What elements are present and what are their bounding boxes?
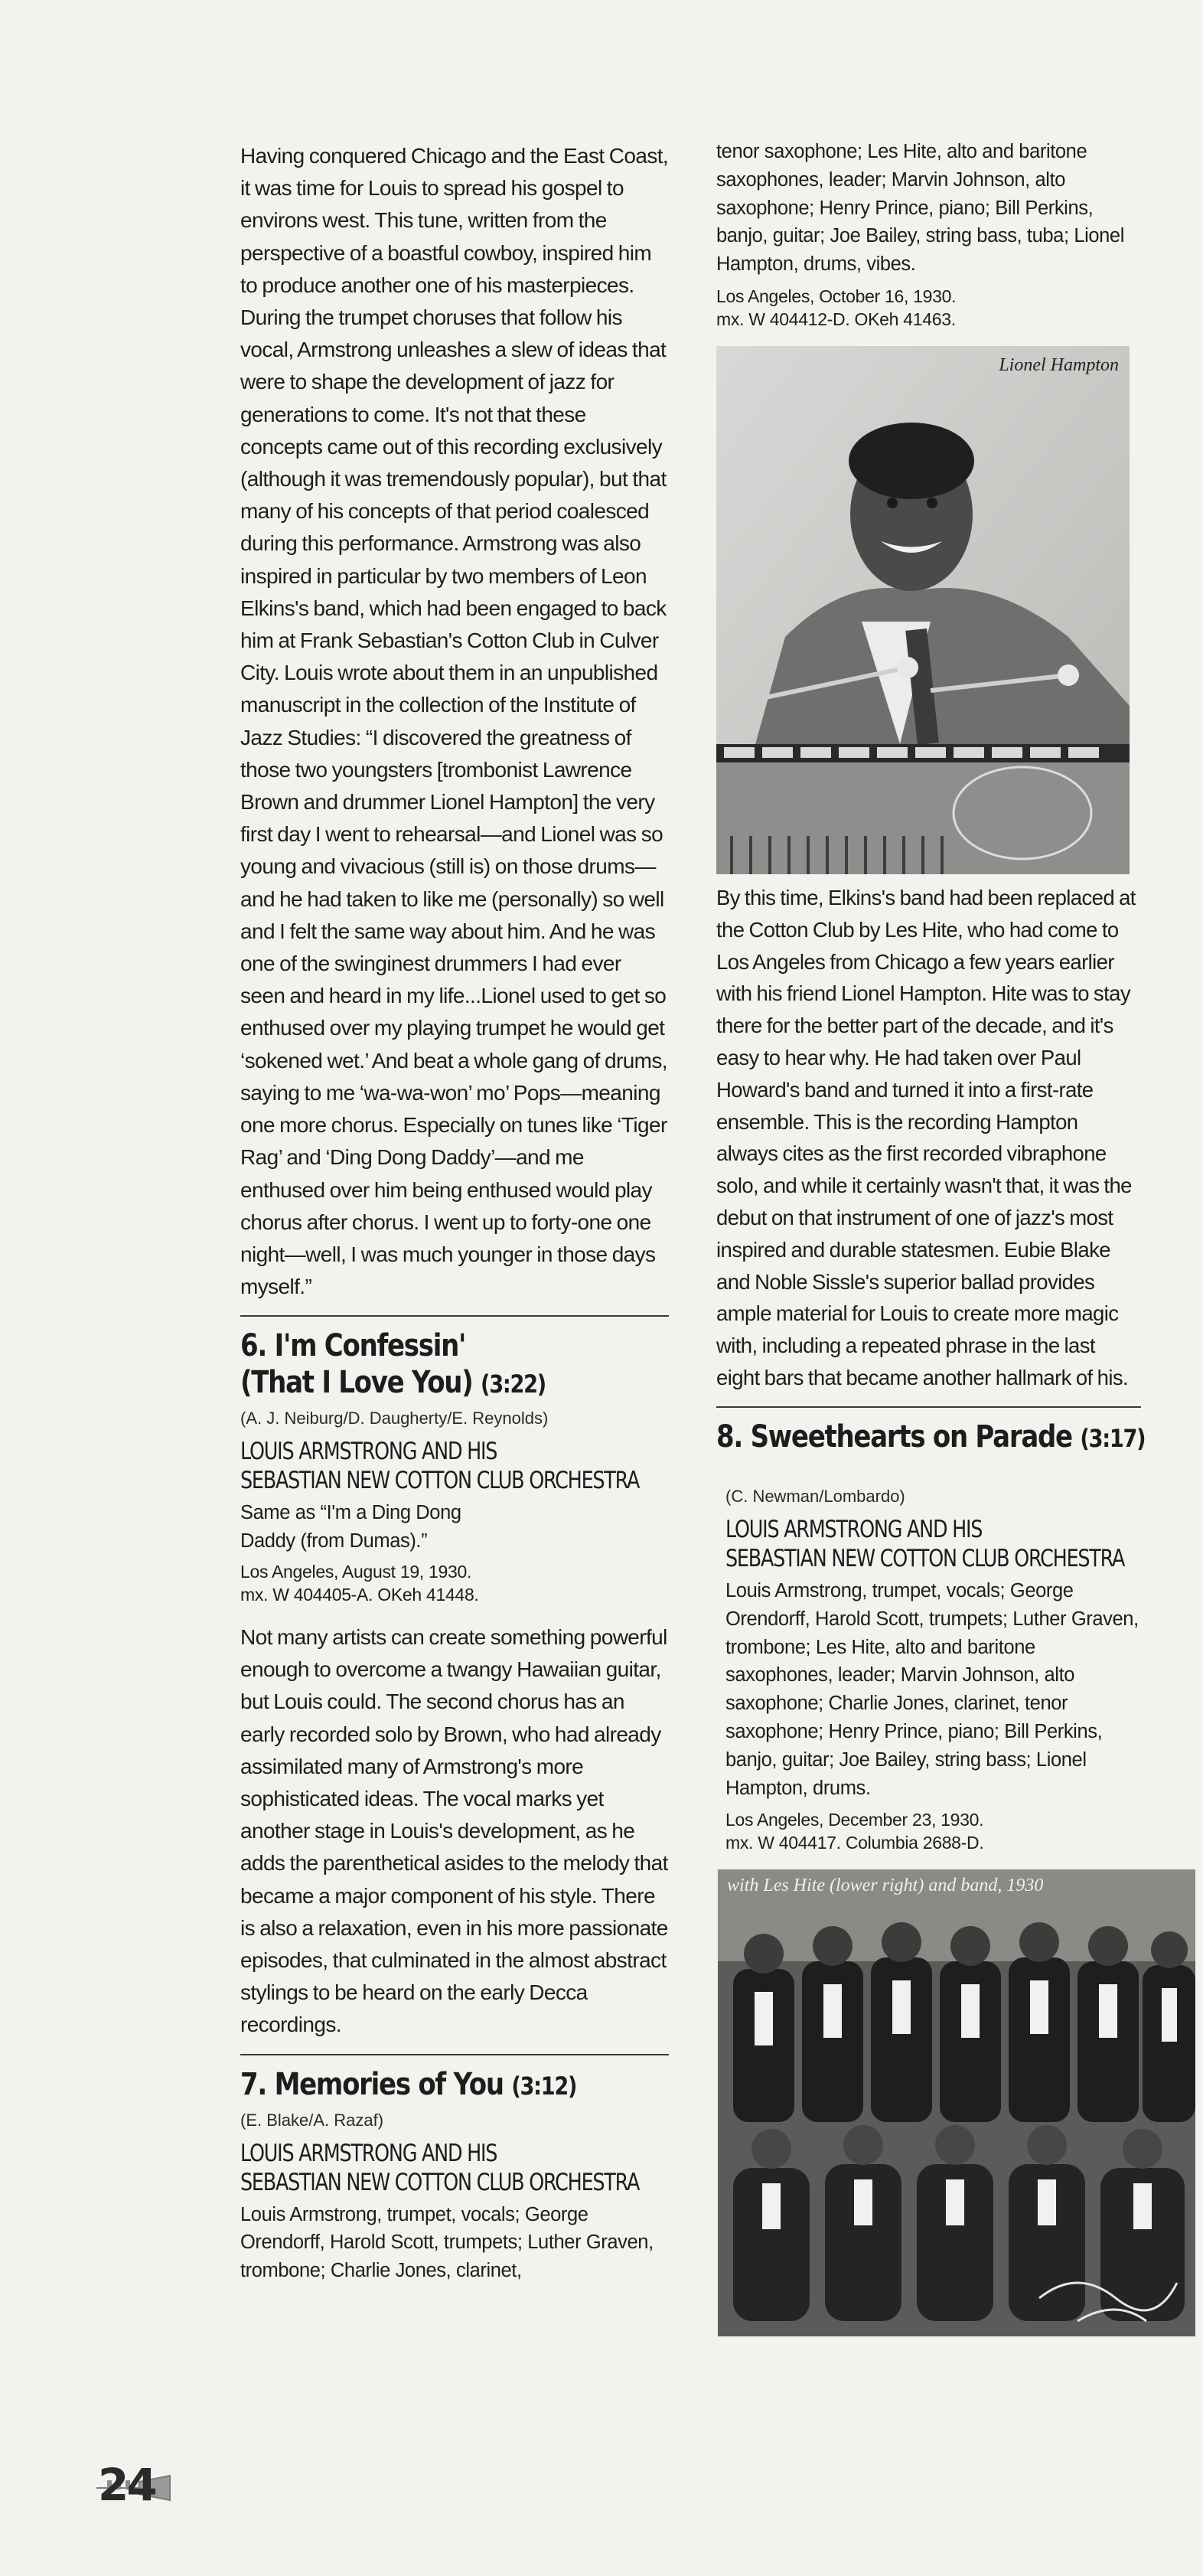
track-8 (716, 1419, 1146, 1457)
track-8-duration: (3:17) (1080, 1423, 1146, 1453)
left-column (240, 140, 669, 2285)
track-8-title (716, 1419, 1146, 1457)
section-divider (240, 1315, 669, 1317)
photo-caption-hampton: Lionel Hampton (999, 354, 1119, 375)
les-hite-band-photo (718, 1869, 1195, 2336)
track-6-matrix: mx. W 404405-A. OKeh 41448. (240, 1584, 479, 1605)
track-7-title-text: 7. Memories of You (240, 2066, 504, 2102)
lionel-hampton-photo (716, 346, 1130, 874)
track-7 (240, 2066, 669, 2285)
track-8-band-line1: LOUIS ARMSTRONG AND HIS (725, 1516, 983, 1543)
track-6-title-text: (That I Love You) (240, 1365, 473, 1401)
track-8-personnel: Louis Armstrong, trumpet, vocals; George Orendorff, Harold Scott, trumpets; Luther Graven, trombone; Les Hite, alto and baritone saxophones, leader; Marvin Johnson, alto saxophone; Charlie Jones, clarinet, tenor saxophone; Henry Prince, piano; Bill Perkins, banjo, guitar; Joe Bailey, string bass; Lionel Hampton, drums. (725, 1580, 1139, 1799)
track-6 (240, 1327, 669, 2041)
track-7-band-line1: LOUIS ARMSTRONG AND HIS (240, 2139, 497, 2167)
track-6-title-line2 (240, 1364, 605, 1402)
track-7-title (240, 2066, 605, 2104)
track-7-personnel-part2: tenor saxophone; Les Hite, alto and baritone saxophones, leader; Marvin Johnson, alto saxophone; Henry Prince, piano; Bill Perkins, banjo, guitar; Joe Bailey, string bass, tuba; Lionel Hampton, drums, vibes. (716, 141, 1124, 276)
track-6-place-date: Los Angeles, August 19, 1930. (240, 1561, 472, 1582)
track-7-notes: By this time, Elkins's band had been replaced at the Cotton Club by Les Hite, who had come to Los Angeles from Chicago a few years earlier with his friend Lionel Hampton. Hite was to stay there for the better part of the decade, and it's easy to hear why. He had taken over Paul Howard's band and turned it into a first-rate ensemble. This is the recording Hampton always cites as the first recorded vibraphone solo, and while it certainly wasn't that, it was the debut on that instrument of one of jazz's most inspired and durable statesmen. Eubie Blake and Noble Sissle's superior ballad provides ample material for Louis to create more magic with, including a repeated phrase in the last eight bars that became another hallmark of his. (716, 885, 1136, 1389)
track-6-band-line1: LOUIS ARMSTRONG AND HIS (240, 1438, 497, 1466)
band-photo-image (718, 1869, 1195, 2336)
track-6-notes: Not many artists can create something powerful enough to overcome a twangy Hawaiian guitar, but Louis could. The second chorus has an early recorded solo by Brown, who had already assimilated many of Armstrong's more sophisticated ideas. The vocal marks yet another stage in Louis's development, as he adds the parenthetical asides to the melody that became a major component of his style. There is also a relaxation, even in his more passionate episodes, that culminated in the almost abstract stylings to be heard on the early Decca recordings. (240, 1624, 668, 2037)
track-7-personnel-part1: Louis Armstrong, trumpet, vocals; George Orendorff, Harold Scott, trumpets; Luther Graven, trombone; Charlie Jones, clarinet, (240, 2203, 654, 2282)
section-divider (716, 1406, 1141, 1408)
track-8-matrix: mx. W 404417. Columbia 2688-D. (725, 1833, 984, 1853)
track-6-personnel: Same as “I'm a Ding Dong Daddy (from Dumas).” (240, 1502, 461, 1552)
right-column-lower (725, 1485, 1145, 2336)
track-6-band-line2: SEBASTIAN NEW COTTON CLUB ORCHESTRA (240, 1467, 640, 1495)
section-divider (240, 2054, 669, 2055)
track-8-title-text: 8. Sweethearts on Parade (716, 1419, 1072, 1455)
track-8-writers: (C. Newman/Lombardo) (725, 1487, 905, 1506)
track-6-duration: (3:22) (481, 1370, 546, 1399)
track-8-band-line2: SEBASTIAN NEW COTTON CLUB ORCHESTRA (725, 1545, 1125, 1572)
track-7-writers: (E. Blake/A. Razaf) (240, 2110, 384, 2130)
track-7-band-line2: SEBASTIAN NEW COTTON CLUB ORCHESTRA (240, 2168, 640, 2196)
track-6-writers: (A. J. Neiburg/D. Daugherty/E. Reynolds) (240, 1409, 549, 1428)
track-7-matrix: mx. W 404412-D. OKeh 41463. (716, 309, 956, 329)
track-8-place-date: Los Angeles, December 23, 1930. (725, 1810, 984, 1830)
right-column (716, 138, 1146, 1457)
page-number: 24 (98, 2459, 155, 2511)
track-7-place-date: Los Angeles, October 16, 1930. (716, 286, 957, 306)
photo-caption-band: with Les Hite (lower right) and band, 1930 (727, 1876, 1044, 1896)
photo-image (716, 346, 1130, 874)
intro-paragraph: Having conquered Chicago and the East Coast, it was time for Louis to spread his gospel to environs west. This tune, written from the perspective of a boastful cowboy, inspired him to produce another one of his masterpieces. During the trumpet choruses that follow his vocal, Armstrong unleashes a slew of ideas that were to shape the development of jazz for generations to come. It's not that these concepts came out of this recording exclusively (although it was tremendously popular), but that many of his concepts of that period coalesced during this performance. Armstrong was also inspired in particular by two members of Leon Elkins's band, which had been engaged to back him at Frank Sebastian's Cotton Club in Culver City. Louis wrote about them in an unpublished manuscript in the collection of the Institute of Jazz Studies: “I discovered the greatness of those two youngsters [trombonist Lawrence Brown and drummer Lionel Hampton] the very first day I went to rehearsal—and Lionel was so young and vivacious (still is) on those drums—and he had taken to like me (personally) so well and I felt the same way about him. And he was one of the swinginest drummers I had ever seen and heard in my life...Lionel used to get so enthused over my playing trumpet he would get ‘sokened wet.’ And beat a whole gang of drums, saying to me ‘wa-wa-won’ mo’ Pops—meaning one more chorus. Especially on tunes like ‘Tiger Rag’ and ‘Ding Dong Daddy’—and me enthused over him being enthused would play chorus after chorus. I went up to forty-one one night—well, I was much younger in those days myself.” (240, 144, 669, 1299)
track-6-title-line1: 6. I'm Confessin' (240, 1328, 466, 1364)
track-7-duration: (3:12) (511, 2071, 577, 2101)
